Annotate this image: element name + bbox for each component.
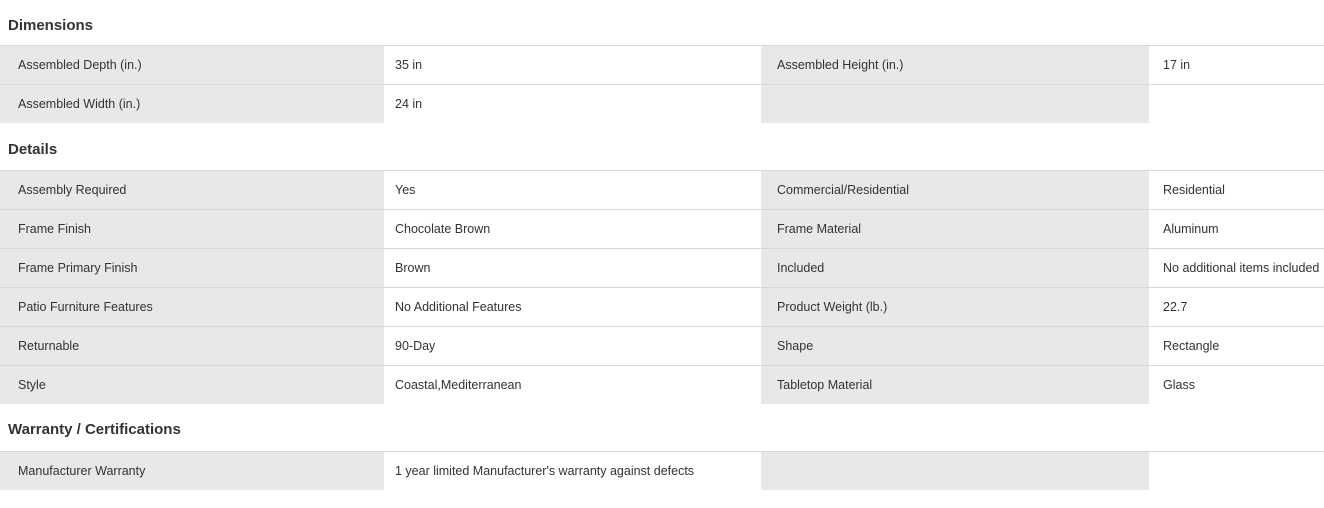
details-table — [0, 171, 1324, 404]
section-title-wrap-details — [0, 123, 1324, 170]
spec-label: Returnable — [0, 327, 384, 366]
spec-value: 35 in — [384, 46, 761, 85]
table-row — [0, 249, 1324, 288]
spec-label: Shape — [761, 327, 1149, 366]
table-row — [0, 46, 1324, 85]
spec-value: No Additional Features — [384, 288, 761, 327]
spec-label: Commercial/Residential — [761, 171, 1149, 210]
spec-value: 22.7 — [1149, 288, 1324, 327]
spec-label: Included — [761, 249, 1149, 288]
section-title-warranty: Warranty / Certifications — [8, 421, 181, 438]
section-title-wrap-warranty — [0, 404, 1324, 451]
table-row — [0, 171, 1324, 210]
section-title-wrap-dimensions — [0, 0, 1324, 45]
section-title-dimensions: Dimensions — [8, 17, 94, 34]
spec-value: 24 in — [384, 85, 761, 124]
section-warranty-certifications — [0, 404, 1324, 490]
spec-value: Glass — [1149, 366, 1324, 405]
spec-label: Patio Furniture Features — [0, 288, 384, 327]
spec-label: Tabletop Material — [761, 366, 1149, 405]
spec-label: Frame Primary Finish — [0, 249, 384, 288]
spec-label: Assembled Width (in.) — [0, 85, 384, 124]
table-row — [0, 327, 1324, 366]
spec-label: Frame Finish — [0, 210, 384, 249]
section-dimensions — [0, 0, 1324, 123]
dimensions-table — [0, 46, 1324, 123]
spec-value: Aluminum — [1149, 210, 1324, 249]
spec-value: Yes — [384, 171, 761, 210]
spec-value: Rectangle — [1149, 327, 1324, 366]
table-row — [0, 288, 1324, 327]
table-row — [0, 210, 1324, 249]
section-title-details: Details — [8, 141, 58, 158]
spec-value: 1 year limited Manufacturer's warranty against defects — [384, 452, 761, 490]
spec-value: No additional items included — [1149, 249, 1324, 288]
spec-value: Brown — [384, 249, 761, 288]
table-row — [0, 85, 1324, 124]
spec-value — [1149, 452, 1324, 490]
spec-label: Manufacturer Warranty — [0, 452, 384, 490]
spec-value: Chocolate Brown — [384, 210, 761, 249]
table-row — [0, 452, 1324, 490]
spec-value — [1149, 85, 1324, 124]
spec-value: Residential — [1149, 171, 1324, 210]
spec-label — [761, 452, 1149, 490]
spec-value: Coastal,Mediterranean — [384, 366, 761, 405]
section-details — [0, 123, 1324, 404]
spec-label: Assembled Depth (in.) — [0, 46, 384, 85]
warranty-table — [0, 452, 1324, 490]
table-row — [0, 366, 1324, 405]
spec-label: Assembled Height (in.) — [761, 46, 1149, 85]
spec-label: Product Weight (lb.) — [761, 288, 1149, 327]
spec-label: Style — [0, 366, 384, 405]
spec-value: 90-Day — [384, 327, 761, 366]
spec-value: 17 in — [1149, 46, 1324, 85]
spec-label — [761, 85, 1149, 124]
spec-label: Frame Material — [761, 210, 1149, 249]
spec-label: Assembly Required — [0, 171, 384, 210]
